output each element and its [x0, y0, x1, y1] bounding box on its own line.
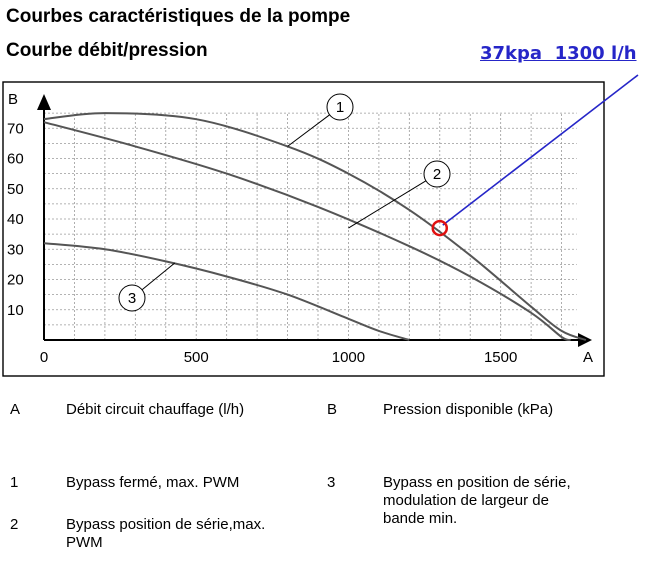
callout-number: 3 — [127, 290, 137, 307]
operating-point-annotation: 37kpa 1300 l/h — [480, 43, 637, 64]
legend-text-1: Bypass fermé, max. PWM — [66, 474, 240, 491]
x-tick-label: 0 — [39, 349, 49, 366]
legend-key-a: A — [10, 401, 21, 418]
y-tick-label: 30 — [7, 241, 24, 259]
callout-leader — [348, 181, 425, 228]
x-tick-label: 1500 — [483, 349, 518, 366]
y-tick-label: 50 — [7, 180, 24, 198]
legend-key-b: B — [327, 401, 338, 418]
y-axis-arrow — [37, 94, 51, 110]
legend-key-2: 2 — [10, 516, 19, 533]
legend-text-b: Pression disponible (kPa) — [383, 401, 554, 418]
y-tick-label: 20 — [7, 271, 24, 289]
y-tick-label: 60 — [7, 150, 24, 168]
callout-number: 1 — [335, 99, 345, 116]
chart-subtitle: Courbe débit/pression — [6, 40, 208, 61]
x-axis-label: A — [583, 349, 594, 366]
callouts — [119, 94, 450, 311]
callout-leader — [142, 263, 175, 290]
y-tick-label: 70 — [7, 120, 24, 138]
x-tick-label: 500 — [183, 349, 209, 366]
y-tick-label: 10 — [7, 301, 24, 319]
legend-text-a: Débit circuit chauffage (l/h) — [66, 401, 245, 418]
y-tick-label: 40 — [7, 211, 24, 228]
legend-text-3: Bypass en position de série, modulation de largeur de bande min. — [383, 474, 571, 527]
legend-key-1: 1 — [10, 474, 19, 491]
legend-text-2: Bypass position de série,max. PWM — [66, 516, 266, 551]
axes — [3, 82, 604, 376]
callout-number: 2 — [432, 166, 442, 183]
x-tick-label: 1000 — [331, 349, 366, 366]
annotation-pointer — [443, 75, 638, 225]
annotation-layer — [433, 75, 638, 235]
chart-title: Courbes caractéristiques de la pompe — [6, 6, 351, 27]
y-axis-label: B — [8, 91, 19, 108]
chart-frame — [3, 82, 604, 376]
legend-key-3: 3 — [327, 474, 336, 491]
callout-leader — [288, 115, 330, 147]
